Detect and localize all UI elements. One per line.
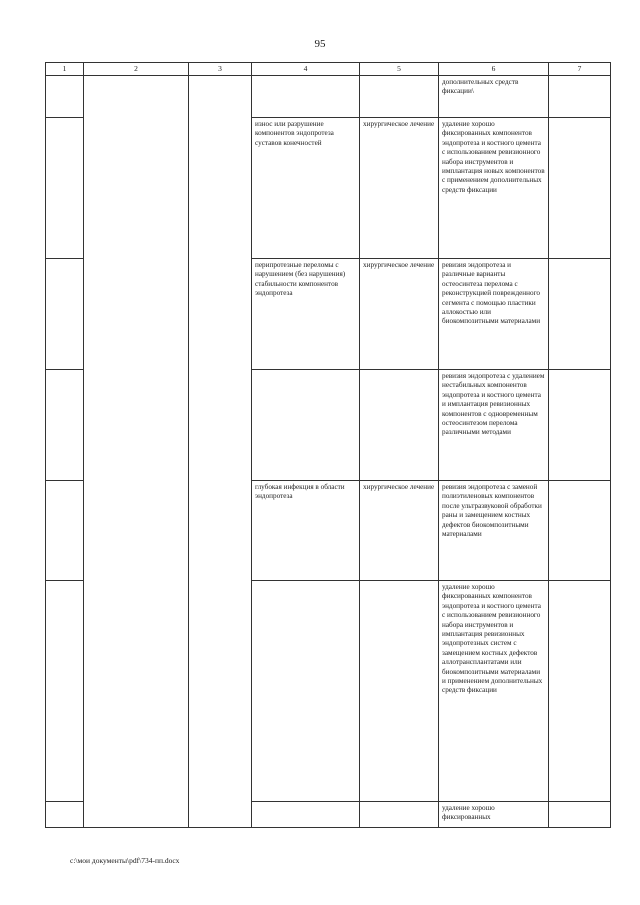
table-cell: ревизия эндопротеза и различные варианты остеосинтеза перелома с реконструкцией поврежденного сегмента с помощью пластики аллокостью или биокомпозитными материалами <box>439 259 549 370</box>
table-cell <box>46 259 84 370</box>
table-cell: глубокая инфекция в области эндопротеза <box>252 481 360 581</box>
table-cell <box>252 802 360 828</box>
table-cell: ревизия эндопротеза с удалением нестабильных компонентов эндопротеза и костного цемента и имплантация ревизионных компонентов с одновременным остеосинтезом перелома различными методами <box>439 370 549 481</box>
header-cell: 5 <box>360 63 439 76</box>
table-cell: удаление хорошо фиксированных компонентов эндопротеза и костного цемента с использованием ревизионного набора инструментов и имплантация ревизионных эндопротезных систем с замещением костных дефектов аллотрансплантатами или биокомпозитными материалами и применением дополнительных средств фиксации <box>439 581 549 802</box>
header-cell: 4 <box>252 63 360 76</box>
table-cell <box>252 370 360 481</box>
table-cell <box>360 802 439 828</box>
table-cell-merged <box>84 76 189 828</box>
table-cell <box>252 581 360 802</box>
table-cell: хирургическое лечение <box>360 259 439 370</box>
header-cell: 6 <box>439 63 549 76</box>
table-cell: износ или разрушение компонентов эндопротеза суставов конечностей <box>252 118 360 259</box>
table-cell <box>549 370 611 481</box>
header-cell: 7 <box>549 63 611 76</box>
table-cell: ревизия эндопротеза с заменой полиэтиленовых компонентов после ультразвуковой обработки раны и замещением костных дефектов биокомпозитными материалами <box>439 481 549 581</box>
procedures-table <box>45 62 611 828</box>
table-cell: хирургическое лечение <box>360 481 439 581</box>
footer-file-path: c:\мои документы\pdf\734-пп.docx <box>70 856 180 865</box>
header-cell: 1 <box>46 63 84 76</box>
table-cell <box>46 118 84 259</box>
table-cell <box>46 76 84 118</box>
table-cell: удаление хорошо фиксированных <box>439 802 549 828</box>
table-cell <box>46 370 84 481</box>
table-cell <box>360 76 439 118</box>
table-cell <box>360 581 439 802</box>
table-cell <box>549 259 611 370</box>
table-cell <box>549 802 611 828</box>
table-cell: перипротезные переломы с нарушением (без нарушения) стабильности компонентов эндопротеза <box>252 259 360 370</box>
table-cell <box>46 581 84 802</box>
table-cell <box>252 76 360 118</box>
table-cell-merged <box>189 76 252 828</box>
table-cell <box>549 118 611 259</box>
table-cell <box>360 370 439 481</box>
header-cell: 3 <box>189 63 252 76</box>
header-cell: 2 <box>84 63 189 76</box>
table-cell <box>549 481 611 581</box>
table-header-row <box>46 63 611 76</box>
table-cell <box>549 76 611 118</box>
table-cell: хирургическое лечение <box>360 118 439 259</box>
page-number: 95 <box>314 38 326 50</box>
table-cell <box>46 481 84 581</box>
table-cell <box>549 581 611 802</box>
table-cell <box>46 802 84 828</box>
table-cell: удаление хорошо фиксированных компонентов эндопротеза и костного цемента с использованием ревизионного набора инструментов и имплантация новых компонентов с применением дополнительных средств фиксации <box>439 118 549 259</box>
table-row <box>46 76 611 118</box>
table-cell: дополнительных средств фиксации\ <box>439 76 549 118</box>
